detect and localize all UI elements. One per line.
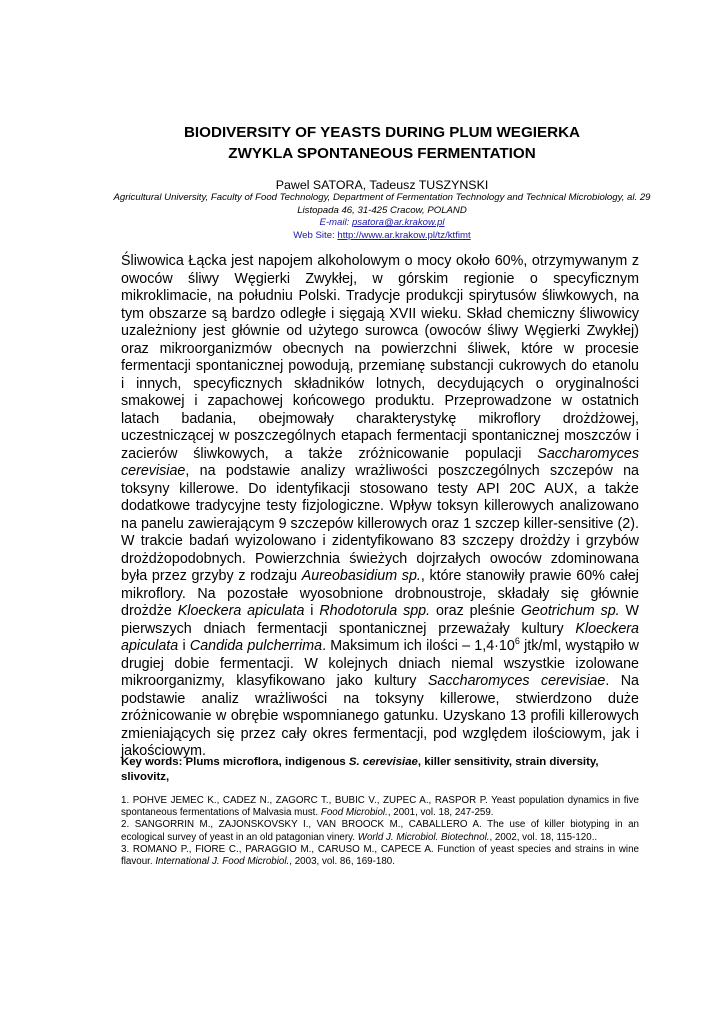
- species-name: Kloeckera apiculata: [177, 603, 305, 619]
- reference-journal: Food Microbiol.: [320, 807, 388, 819]
- abstract-text: Śliwowica Łącka jest napojem alkoholowym o mocy około 60%, otrzymywanym z owoców śliwy Węgierki Zwykłej, w górskim regionie o specyficznym mikroklimacie, na południu Polski. Tradycje produkcji spirytusów śliwkowych, na tym obszarze są bardzo odległe i sięgają XVII wieku. Skład chemiczny śliwowicy uzależniony jest głównie od użytego surowca (owoców śliwy Węgierki Zwykłej) oraz mikroorganizmów obecnych na powierzchni śliwek, które w procesie fermentacji spontanicznej powodują, przemianę substancji cukrowych do etanolu i innych, specyficznych składników lotnych, decydujących o oryginalności smakowej i zapachowej końcowego produktu. Przeprowadzone w ostatnich latach badania, obejmowały charakterystykę mikroflory drożdżowej, uczestniczącej w poszczególnych etapach fermentacji spontanicznej moszczów i zacierów śliwkowych, a także zróżnicowanie populacji: [121, 253, 639, 462]
- abstract-text: oraz pleśnie: [430, 603, 521, 619]
- website-line: [110, 230, 654, 243]
- website-label: Web Site:: [293, 229, 338, 241]
- keywords-species: S. cerevisiae: [348, 756, 418, 768]
- reference-item: [121, 844, 639, 868]
- abstract-text: , które stanowiły prawie 60% całej mikroflory. Na pozostałe wyosobnione drobnoustroje, składały się głównie drożdże: [121, 568, 639, 619]
- title-line-1: BIODIVERSITY OF YEASTS DURING PLUM WEGIERKA: [183, 124, 581, 141]
- abstract-text: . Maksimum ich ilości – 1,4·10: [322, 638, 515, 654]
- reference-item: [121, 795, 639, 819]
- keywords-text: , killer sensitivity, strain diversity, slivovitz,: [121, 756, 599, 783]
- email-line: [110, 217, 654, 230]
- affiliation: Agricultural University, Faculty of Food Technology, Department of Fermentation Technology and Technical Microbiology, al. 29 Listopada 46, 31-425 Cracow, POLAND: [113, 192, 651, 216]
- species-name: Saccharomyces cerevisiae: [427, 673, 606, 689]
- species-name: Geotrichum sp.: [520, 603, 620, 619]
- keywords: [121, 755, 639, 784]
- reference-journal: World J. Microbiol. Biotechnol.: [357, 831, 490, 843]
- reference-text: , 2002, vol. 18, 115-120..: [489, 831, 598, 843]
- reference-text: 2. SANGORRIN M., ZAJONSKOVSKY I., VAN BROOCK M., CABALLERO A. The use of killer biotyping in an ecological survey of yeast in an old patagonian vinery.: [121, 819, 639, 843]
- reference-journal: International J. Food Microbiol.: [155, 856, 290, 868]
- references-list: [121, 795, 639, 868]
- abstract-text: i: [178, 638, 190, 654]
- authors: Pawel SATORA, Tadeusz TUSZYNSKI: [275, 178, 489, 192]
- abstract-body: [121, 253, 639, 761]
- abstract-text: , na podstawie analizy wrażliwości poszczególnych szczepów na toksyny killerowe. Do identyfikacji stosowano testy API 20C AUX, a także dodatkowe tradycyjne testy fizjologiczne. Wpływ toksyn killerowych analizowano na panelu zawierającym 9 szczepów killerowych oraz 1 szczep killer-sensitive (2). W trakcie badań wyizolowano i zidentyfikowano 83 szczepy drożdży i grzybów drożdżopodobnych. Powierzchnia świeżych dojrzałych owoców zdominowana była przez grzyby z rodzaju: [121, 463, 639, 584]
- title-line-2: ZWYKLA SPONTANEOUS FERMENTATION: [228, 145, 536, 162]
- species-name: Aureobasidium sp.: [301, 568, 421, 584]
- website-link[interactable]: http://www.ar.krakow.pl/tz/ktfimt: [337, 229, 471, 241]
- email-link[interactable]: psatora@ar.krakow.pl: [351, 217, 445, 228]
- reference-text: 1. POHVE JEMEC K., CADEZ N., ZAGORC T., BUBIC V., ZUPEC A., RASPOR P. Yeast population dynamics in five spontaneous fermentations of Malvasia must.: [121, 795, 639, 819]
- reference-text: , 2003, vol. 86, 169-180.: [289, 856, 395, 868]
- exponent: 6: [514, 636, 520, 647]
- species-name: Saccharomyces cerevisiae: [121, 445, 639, 479]
- species-name: Candida pulcherrima: [189, 638, 323, 654]
- reference-text: 3. ROMANO P., FIORE C., PARAGGIO M., CARUSO M., CAPECE A. Function of yeast species and strains in wine flavour.: [121, 843, 639, 868]
- reference-text: , 2001, vol. 18, 247-259.: [387, 807, 494, 819]
- abstract-text: i: [304, 603, 320, 619]
- abstract-text: W pierwszych dniach fermentacji spontanicznej przeważały kultury: [121, 603, 639, 637]
- reference-item: [121, 819, 639, 843]
- species-name: Kloeckera apiculata: [121, 620, 639, 654]
- abstract-text: . Na podstawie analiz wrażliwości na toksyny killerowe, stwierdzono duże zróżnicowanie w obrębie wspomnianego gatunku. Uzyskano 13 profili killerowych zmieniających się przez cały okres fermentacji, pod względem ilościowym, jak i jakościowym.: [121, 673, 639, 759]
- email-label: E-mail:: [319, 217, 352, 228]
- paper-title: [100, 122, 664, 164]
- keywords-text: Key words: Plums microflora, indigenous: [121, 756, 349, 768]
- contact-info: [110, 217, 654, 242]
- abstract-text: jtk/ml, wystąpiło w drugiej dobie fermentacji. W kolejnych dniach niemal wszystkie izolowane mikroorganizmy, klasyfikowano jako kultury: [121, 638, 640, 689]
- species-name: Rhodotorula spp.: [319, 603, 431, 619]
